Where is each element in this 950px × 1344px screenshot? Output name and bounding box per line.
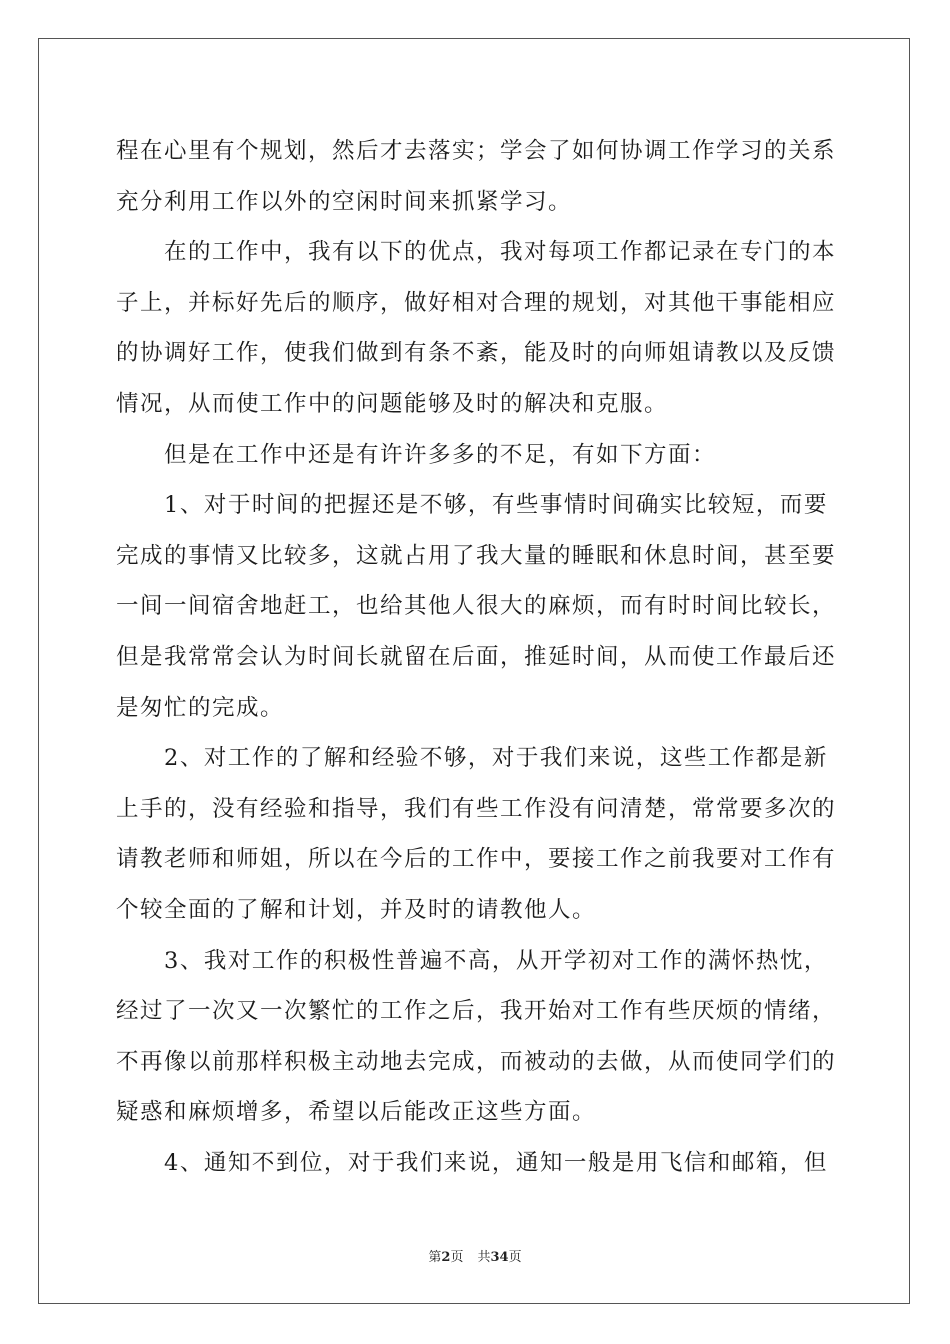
text-line: 程在心里有个规划，然后才去落实；学会了如何协调工作学习的关系 bbox=[116, 138, 836, 164]
text-line: 一间一间宿舍地赶工，也给其他人很大的麻烦，而有时时间比较长， bbox=[116, 593, 836, 620]
text-line: 完成的事情又比较多，这就占用了我大量的睡眠和休息时间，甚至要 bbox=[116, 542, 836, 569]
page-footer bbox=[0, 1246, 950, 1265]
page-suffix: 页 bbox=[450, 1250, 464, 1265]
text-line: 上手的，没有经验和指导，我们有些工作没有问清楚，常常要多次的 bbox=[116, 795, 836, 822]
text-line: 3、我对工作的积极性普遍不高，从开学初对工作的满怀热忱， bbox=[116, 947, 828, 974]
text-line: 个较全面的了解和计划，并及时的请教他人。 bbox=[116, 896, 597, 923]
text-line: 情况，从而使工作中的问题能够及时的解决和克服。 bbox=[116, 390, 669, 417]
text-line: 但是我常常会认为时间长就留在后面，推延时间，从而使工作最后还 bbox=[116, 643, 836, 670]
total-prefix: 共 bbox=[477, 1250, 491, 1265]
text-line: 请教老师和师姐，所以在今后的工作中，要接工作之前我要对工作有 bbox=[116, 846, 836, 873]
text-line: 充分利用工作以外的空闲时间来抓紧学习。 bbox=[116, 188, 573, 215]
document-body bbox=[116, 126, 836, 1188]
page-prefix: 第 bbox=[428, 1250, 442, 1265]
text-line: 1、对于时间的把握还是不够，有些事情时间确实比较短，而要 bbox=[116, 492, 828, 519]
text-line: 2、对工作的了解和经验不够，对于我们来说，这些工作都是新 bbox=[116, 745, 828, 772]
text-line: 在的工作中，我有以下的优点，我对每项工作都记录在专门的本 bbox=[116, 239, 836, 266]
total-suffix: 页 bbox=[508, 1250, 522, 1265]
total-page-count: 34 bbox=[490, 1250, 509, 1265]
text-line: 经过了一次又一次繁忙的工作之后，我开始对工作有些厌烦的情绪， bbox=[116, 998, 836, 1025]
text-line: 但是在工作中还是有许许多多的不足，有如下方面： bbox=[116, 441, 717, 468]
text-line: 疑惑和麻烦增多，希望以后能改正这些方面。 bbox=[116, 1099, 597, 1126]
text-line: 子上，并标好先后的顺序，做好相对合理的规划，对其他干事能相应 bbox=[116, 289, 836, 316]
text-line: 4、通知不到位，对于我们来说，通知一般是用飞信和邮箱，但 bbox=[116, 1149, 828, 1176]
text-line: 是匆忙的完成。 bbox=[116, 694, 285, 721]
text-line: 不再像以前那样积极主动地去完成，而被动的去做，从而使同学们的 bbox=[116, 1048, 836, 1075]
text-line: 的协调好工作，使我们做到有条不紊，能及时的向师姐请教以及反馈 bbox=[116, 340, 836, 367]
current-page-number: 2 bbox=[441, 1250, 451, 1265]
